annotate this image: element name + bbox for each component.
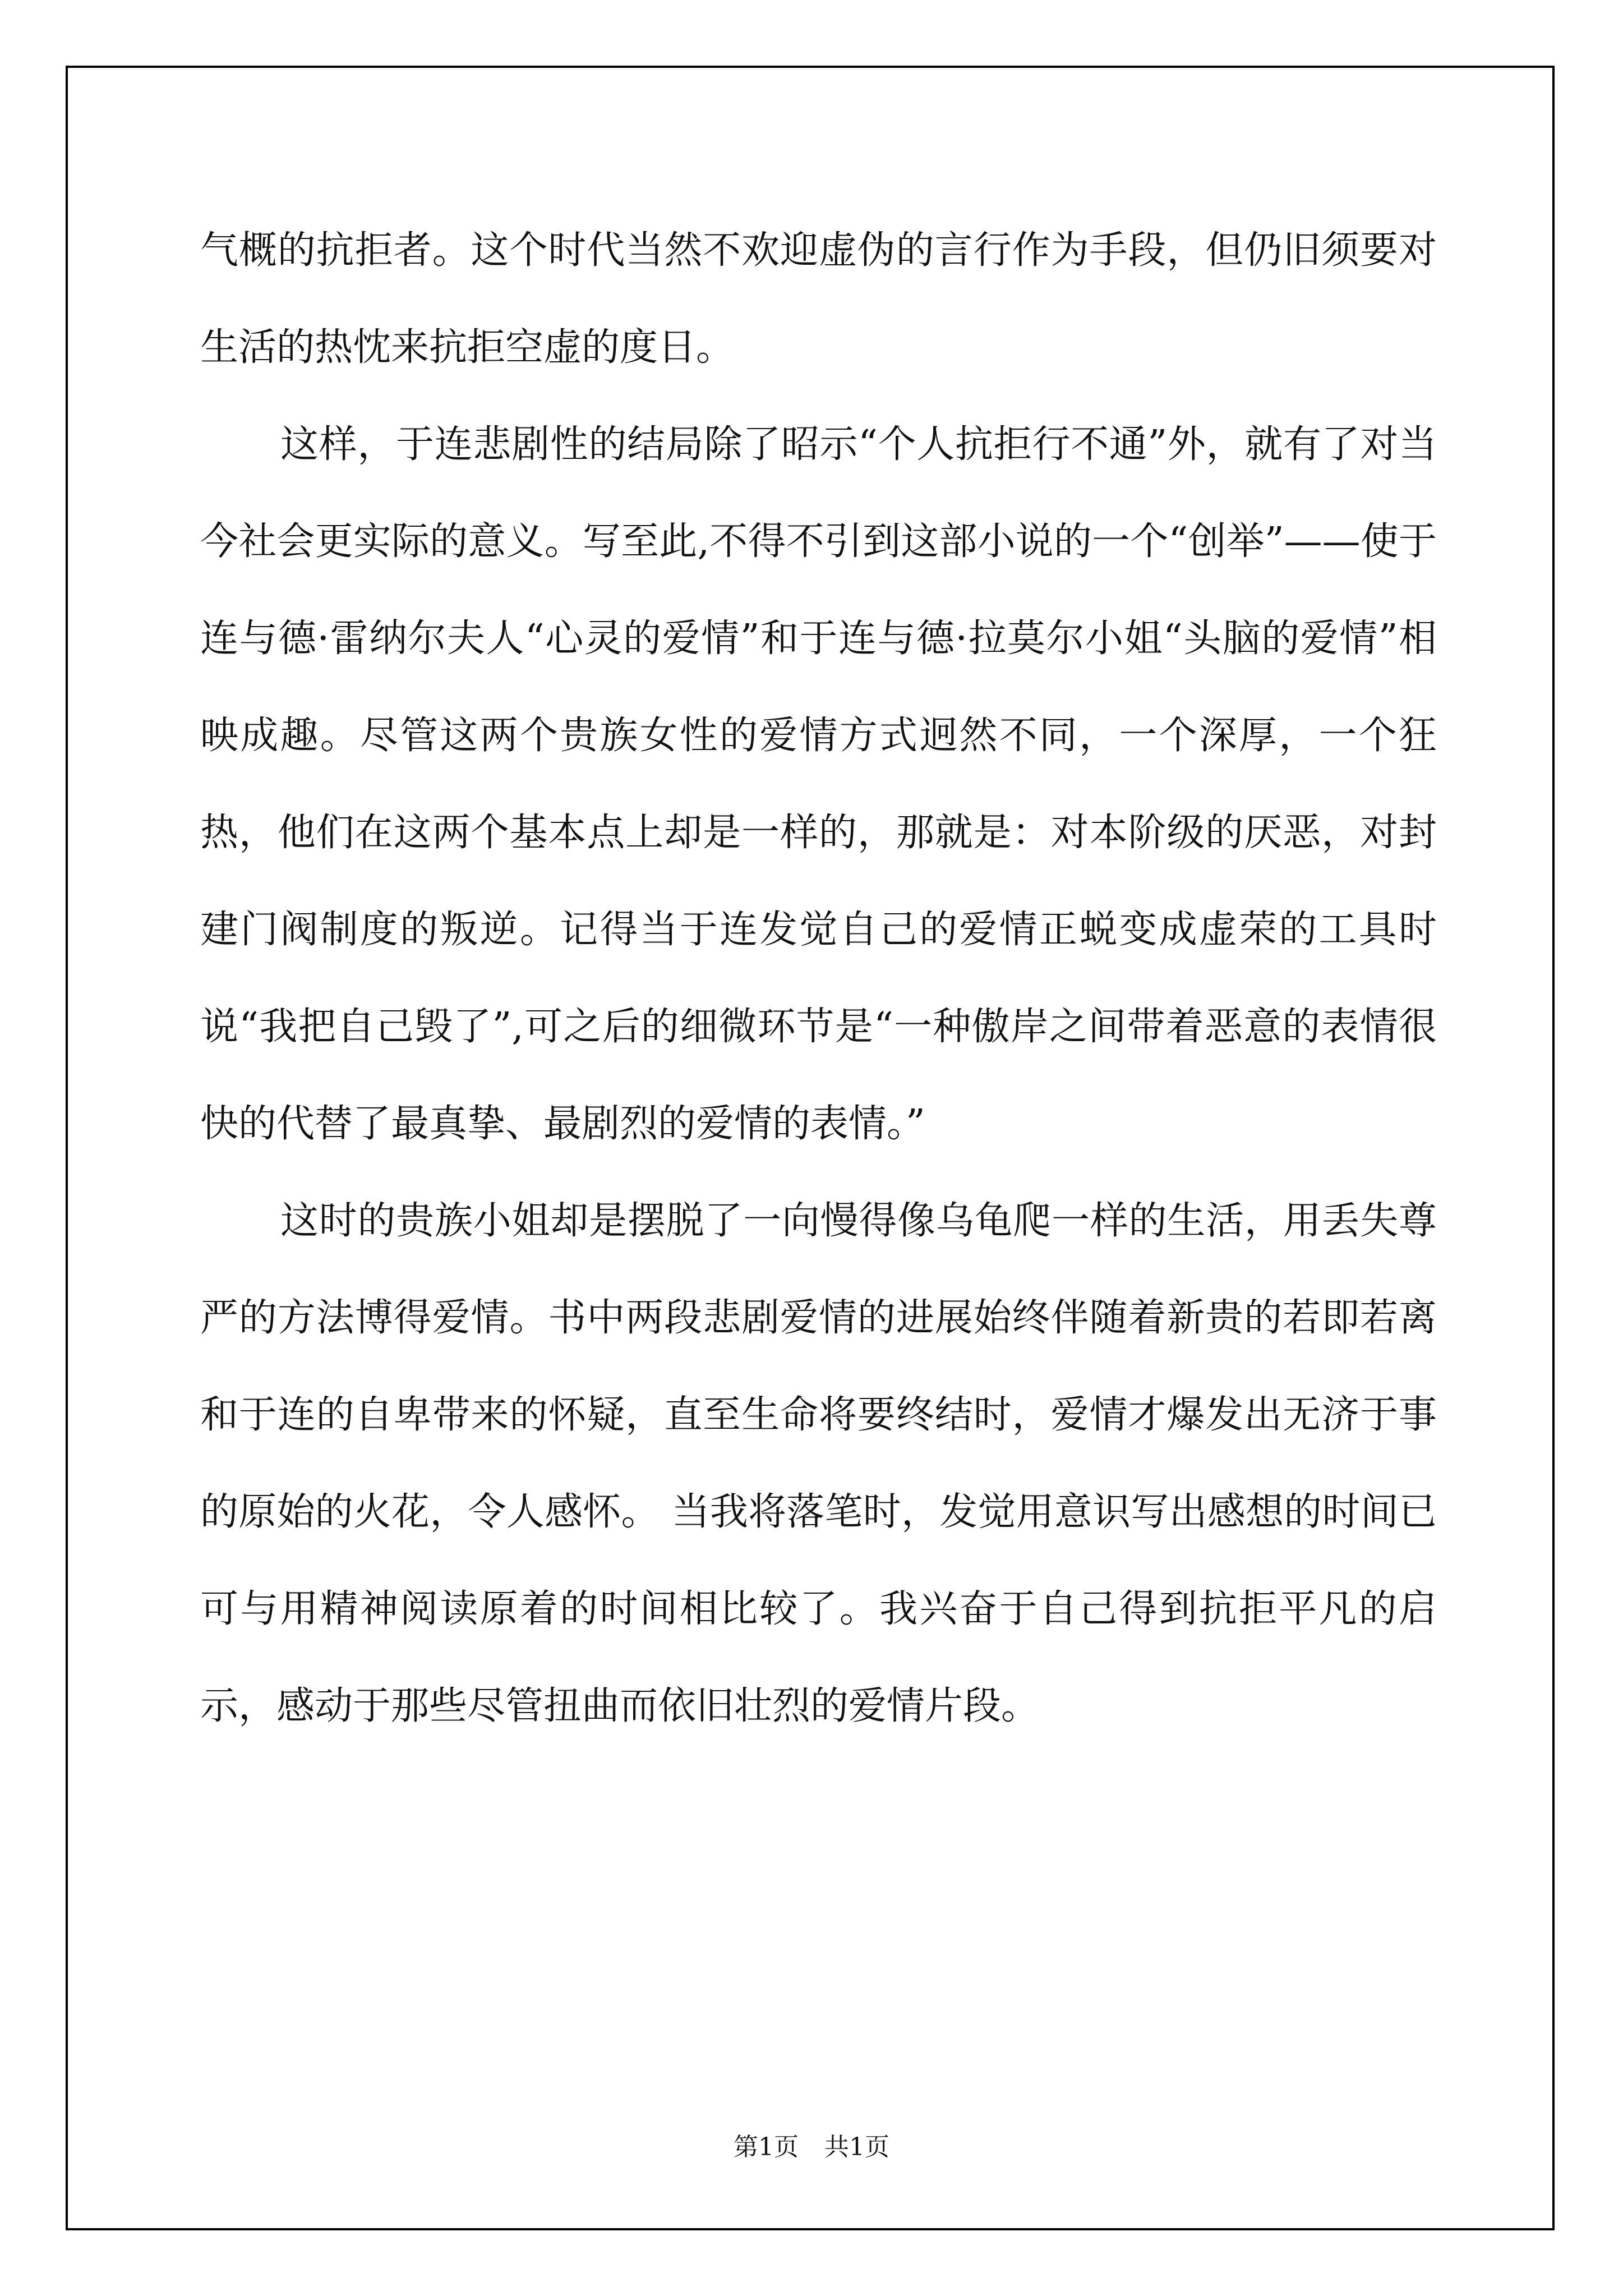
paragraph-3: 这时的贵族小姐却是摆脱了一向慢得像乌龟爬一样的生活，用丢失尊严的方法博得爱情。书中两段悲剧爱情的进展始终伴随着新贵的若即若离和于连的自卑带来的怀疑，直至生命将要终结时，爱情才爆发出无济于事的原始的火花，令人感怀。 当我将落笔时，发觉用意识写出感想的时间已可与用精神阅读原着的时间相比较了。我兴奋于自己得到抗拒平凡的启示，感动于那些尽管扭曲而依旧壮烈的爱情片段。 (200, 1199, 1437, 1728)
document-body (200, 202, 1437, 1755)
page-number: 第1页 (734, 2133, 799, 2161)
paragraph-2: 这样，于连悲剧性的结局除了昭示“个人抗拒行不通”外，就有了对当今社会更实际的意义。写至此,不得不引到这部小说的一个“创举”——使于连与德·雷纳尔夫人“心灵的爱情”和于连与德·拉莫尔小姐“头脑的爱情”相映成趣。尽管这两个贵族女性的爱情方式迥然不同，一个深厚，一个狂热，他们在这两个基本点上却是一样的，那就是：对本阶级的厌恶，对封建门阀制度的叛逆。记得当于连发觉自己的爱情正蜕变成虚荣的工具时说“我把自己毁了”,可之后的细微环节是“一种傲岸之间带着恶意的表情很快的代替了最真挚、最剧烈的爱情的表情。” (200, 422, 1437, 1146)
paragraph-1: 气概的抗拒者。这个时代当然不欢迎虚伪的言行作为手段，但仍旧须要对生活的热忱来抗拒空虚的度日。 (200, 228, 1437, 370)
page-footer (0, 2131, 1623, 2164)
page-total: 共1页 (824, 2133, 889, 2161)
